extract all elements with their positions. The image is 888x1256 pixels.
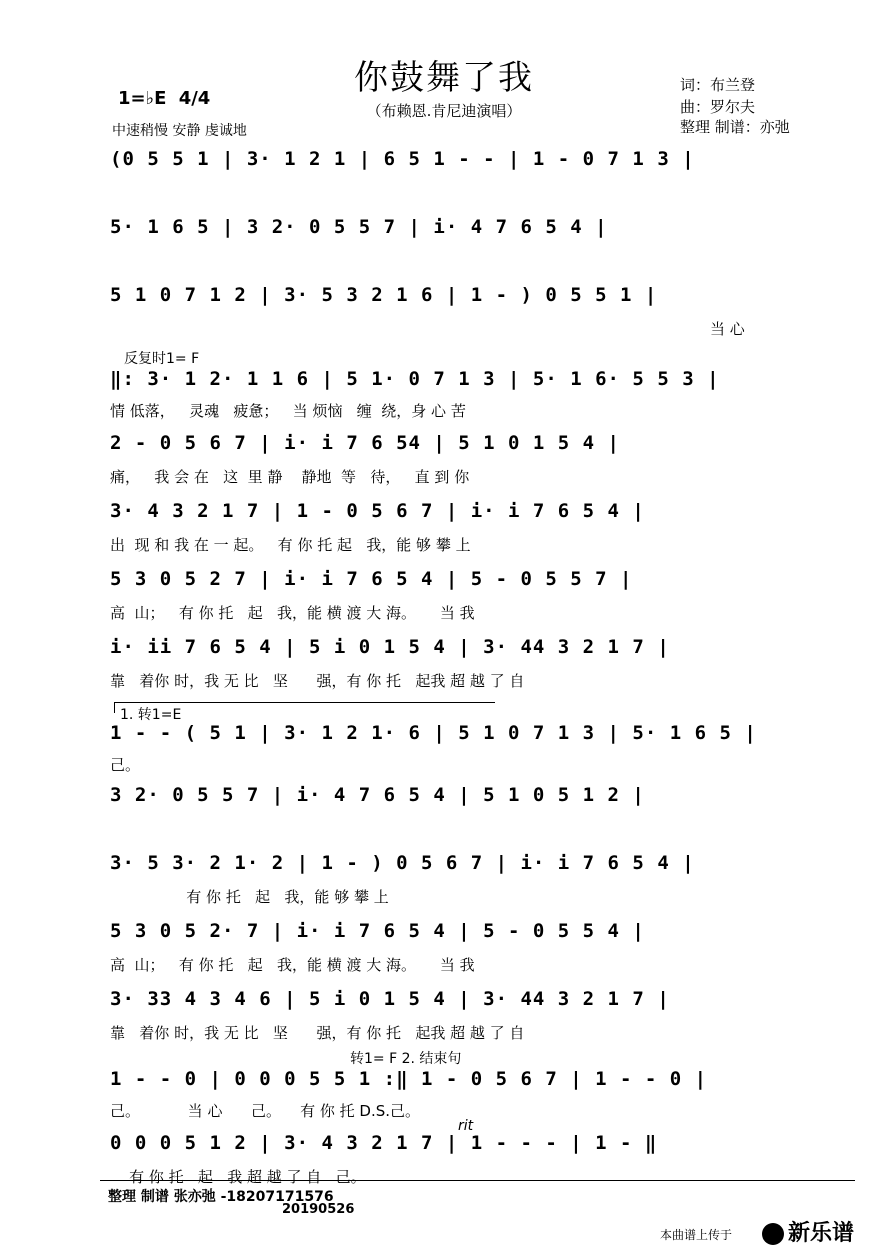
score	[110, 148, 830, 1200]
footer-date: 20190526	[282, 1202, 355, 1217]
notes: 3 2· 0 5 5 7 | i· 4 7 6 5 4 | 5 1 0 5 1 2 |	[110, 784, 645, 806]
lyrics: 情 低落， 灵魂 疲惫； 当 烦恼 缠 绕，身 心 苦	[110, 402, 466, 420]
score-line	[110, 636, 830, 704]
notes: 3· 33 4 3 4 6 | 5 i 0 1 5 4 | 3· 44 3 2 1 7 |	[110, 988, 670, 1010]
notes: i· ii 7 6 5 4 | 5 i 0 1 5 4 | 3· 44 3 2 1 7 |	[110, 636, 670, 658]
score-line	[110, 500, 830, 568]
footer-divider	[100, 1180, 855, 1181]
score-line	[110, 988, 830, 1056]
lyricist-credit: 词：布兰登	[680, 76, 756, 94]
lyrics: 有 你 托 起 我 超 越 了 自 己。	[110, 1168, 366, 1186]
lyrics: 靠 着你 时，我 无 比 坚 强，有 你 托 起我 超 越 了 自	[110, 672, 525, 690]
notes: (0 5 5 1 | 3· 1 2 1 | 6 5 1 - - | 1 - 0 7 1 3 |	[110, 148, 695, 170]
notes: 5 1 0 7 1 2 | 3· 5 3 2 1 6 | 1 - ) 0 5 5 1 |	[110, 284, 658, 306]
tempo-marking: 中速稍慢 安静 虔诚地	[112, 123, 247, 139]
notes: 3· 4 3 2 1 7 | 1 - 0 5 6 7 | i· i 7 6 5 4 |	[110, 500, 645, 522]
vinyl-icon	[762, 1223, 784, 1245]
score-line	[110, 216, 830, 284]
lyrics: 己。 当 心 己。 有 你 托 D.S.己。	[110, 1102, 421, 1120]
notes: 5 3 0 5 2 7 | i· i 7 6 5 4 | 5 - 0 5 5 7 |	[110, 568, 633, 590]
key-signature	[118, 88, 210, 109]
lyrics: 高 山； 有 你 托 起 我，能 横 渡 大 海。 当 我	[110, 604, 475, 622]
performer-subtitle: （布赖恩.肯尼迪演唱）	[366, 102, 522, 120]
lyrics: 己。	[110, 756, 141, 774]
notes: 5 3 0 5 2· 7 | i· i 7 6 5 4 | 5 - 0 5 5 4 |	[110, 920, 645, 942]
lyrics: 痛， 我 会 在 这 里 静 静地 等 待， 直 到 你	[110, 468, 470, 486]
score-line	[110, 432, 830, 500]
score-line	[110, 284, 830, 352]
ritardando-mark: rit	[458, 1118, 474, 1134]
song-title: 你鼓舞了我	[354, 58, 534, 98]
lyrics: 出 现 和 我 在 一 起。 有 你 托 起 我，能 够 攀 上	[110, 536, 471, 554]
footer-credit: 整理 制谱 张亦弛 -18207171576	[108, 1189, 334, 1205]
key-label: 1=♭E	[118, 88, 167, 109]
score-line	[110, 704, 830, 784]
upload-note: 本曲谱上传于	[660, 1228, 733, 1242]
lyrics: 当 心	[710, 320, 745, 338]
lyrics: 有 你 托 起 我，能 够 攀 上	[110, 888, 389, 906]
repeat-key-change: 反复时1= F	[124, 351, 200, 367]
time-signature: 4/4	[178, 88, 211, 109]
lyrics: 高 山； 有 你 托 起 我，能 横 渡 大 海。 当 我	[110, 956, 475, 974]
score-line	[110, 568, 830, 636]
notes: 3· 5 3· 2 1· 2 | 1 - ) 0 5 6 7 | i· i 7 6 5 4 |	[110, 852, 695, 874]
score-line	[110, 920, 830, 988]
score-line	[110, 852, 830, 920]
second-ending-mark: 转1= F 2. 结束句	[350, 1051, 462, 1067]
score-line	[110, 352, 830, 432]
notes: 2 - 0 5 6 7 | i· i 7 6 54 | 5 1 0 1 5 4 |	[110, 432, 620, 454]
score-line	[110, 148, 830, 216]
notes: 1 - - 0 | 0 0 0 5 5 1 :‖ 1 - 0 5 6 7 | 1 - - 0 |	[110, 1068, 708, 1090]
notes: 1 - - ( 5 1 | 3· 1 2 1· 6 | 5 1 0 7 1 3 | 5· 1 6 5 |	[110, 722, 757, 744]
score-line	[110, 784, 830, 852]
lyrics: 靠 着你 时，我 无 比 坚 强，有 你 托 起我 超 越 了 自	[110, 1024, 525, 1042]
composer-credit: 曲：罗尔夫	[680, 98, 756, 116]
notes: 0 0 0 5 1 2 | 3· 4 3 2 1 7 | 1 - - - | 1 - ‖	[110, 1132, 658, 1154]
notes: 5· 1 6 5 | 3 2· 0 5 5 7 | i· 4 7 6 5 4 |	[110, 216, 608, 238]
ending-key-change: 1. 转1=E	[120, 707, 182, 723]
logo-text: 新乐谱	[788, 1221, 855, 1246]
arranger-credit: 整理 制谱：亦弛	[680, 118, 790, 136]
notes: ‖: 3· 1 2· 1 1 6 | 5 1· 0 7 1 3 | 5· 1 6· 5 5 3 |	[110, 368, 720, 390]
site-logo[interactable]	[762, 1216, 854, 1247]
